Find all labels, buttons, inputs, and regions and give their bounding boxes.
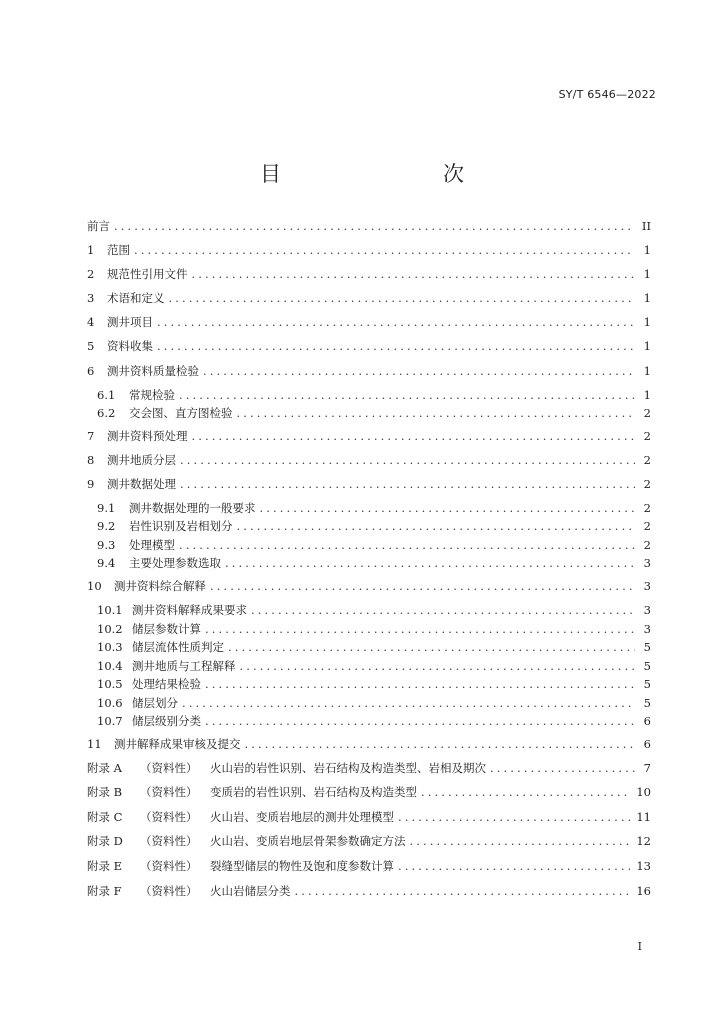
toc-dot-leader xyxy=(179,388,635,402)
toc-chapter-entry[interactable] xyxy=(87,428,651,452)
toc-appendix-entry[interactable] xyxy=(87,809,651,834)
toc-appendix-category: （资料性） xyxy=(140,760,198,775)
toc-entry-title: 测井地质与工程解释 xyxy=(132,658,236,673)
toc-section-entry[interactable] xyxy=(87,602,651,621)
toc-entry-title: 测井资料预处理 xyxy=(107,428,188,443)
toc-dot-leader xyxy=(398,810,630,824)
toc-page-number: 2 xyxy=(643,519,651,534)
toc-entry-number: 9.2 xyxy=(97,519,116,534)
toc-appendix-category: （资料性） xyxy=(140,809,198,824)
toc-dot-leader xyxy=(237,406,636,420)
toc-page-number: 5 xyxy=(643,695,651,710)
toc-page-number: 1 xyxy=(643,267,651,282)
toc-dot-leader xyxy=(421,785,630,799)
toc-dot-leader xyxy=(210,579,635,593)
toc-dot-leader xyxy=(237,519,636,533)
toc-entry-number: 10.2 xyxy=(97,621,123,636)
toc-page-number: 13 xyxy=(636,859,651,873)
toc-dot-leader xyxy=(192,429,636,443)
toc-entry-title: 前言 xyxy=(87,219,110,233)
toc-dot-leader xyxy=(203,364,635,378)
toc-entry-number: 4 xyxy=(87,315,95,330)
toc-page-number: 11 xyxy=(636,809,651,824)
toc-entry-title: 范围 xyxy=(107,243,130,258)
toc-page-number: 7 xyxy=(643,760,651,775)
toc-entry-title: 储层流体性质判定 xyxy=(132,640,224,655)
toc-dot-leader xyxy=(251,603,635,617)
toc-dot-leader xyxy=(157,315,635,329)
toc-entry-number: 10.4 xyxy=(97,658,123,673)
toc-dot-leader xyxy=(490,761,635,775)
toc-entry-title: 测井资料质量检验 xyxy=(107,363,199,378)
toc-section-entry[interactable] xyxy=(87,676,651,695)
toc-entry-number: 11 xyxy=(87,736,102,751)
toc-page-number: 6 xyxy=(643,714,651,729)
toc-chapter-entry[interactable] xyxy=(87,452,651,476)
toc-dot-leader xyxy=(134,243,635,257)
toc-entry-number: 附录 E xyxy=(87,859,123,873)
toc-chapter-entry[interactable] xyxy=(87,338,651,362)
toc-page-number: 5 xyxy=(643,640,651,655)
toc-entry-title: 术语和定义 xyxy=(107,291,165,306)
toc-entry-title: 常规检验 xyxy=(129,387,175,402)
toc-entry-title: 处理模型 xyxy=(129,537,175,552)
table-of-contents xyxy=(87,218,651,907)
toc-entry-number: 9.3 xyxy=(97,537,116,552)
toc-dot-leader xyxy=(245,737,636,751)
toc-entry-title: 资料收集 xyxy=(107,339,153,354)
toc-page-number: 2 xyxy=(643,500,651,515)
toc-entry-title: 测井解释成果审核及提交 xyxy=(114,736,241,751)
toc-entry-number: 3 xyxy=(87,291,95,306)
toc-page-number: 12 xyxy=(636,834,651,849)
toc-section-entry[interactable] xyxy=(87,639,651,658)
toc-entry-number: 附录 D xyxy=(87,834,123,849)
toc-entry-title: 火山岩储层分类 xyxy=(210,883,291,898)
toc-page-number: 2 xyxy=(643,537,651,552)
toc-section-entry[interactable] xyxy=(87,500,651,519)
toc-entry-number: 附录 C xyxy=(87,809,123,824)
toc-dot-leader xyxy=(157,339,635,353)
toc-entry-title: 交会图、直方图检验 xyxy=(129,406,233,421)
toc-chapter-entry[interactable] xyxy=(87,218,651,242)
toc-page-number: 5 xyxy=(643,658,651,673)
toc-entry-number: 9.1 xyxy=(97,500,116,515)
toc-page-number: 3 xyxy=(643,621,651,636)
toc-entry-number: 6 xyxy=(87,363,95,378)
toc-entry-number: 9.4 xyxy=(97,556,116,571)
toc-chapter-entry[interactable] xyxy=(87,578,651,602)
toc-appendix-category: （资料性） xyxy=(140,834,198,849)
toc-entry-title: 储层参数计算 xyxy=(132,621,201,636)
toc-entry-number: 10.6 xyxy=(97,695,123,710)
toc-section-entry[interactable] xyxy=(87,537,651,556)
toc-dot-leader xyxy=(114,219,635,233)
toc-appendix-entry[interactable] xyxy=(87,858,651,883)
toc-entry-title: 测井资料解释成果要求 xyxy=(132,603,247,618)
toc-chapter-entry[interactable] xyxy=(87,290,651,314)
toc-dot-leader xyxy=(169,291,636,305)
toc-dot-leader xyxy=(225,556,635,570)
toc-chapter-entry[interactable] xyxy=(87,476,651,500)
toc-dot-leader xyxy=(205,714,635,728)
toc-entry-number: 9 xyxy=(87,476,95,491)
toc-dot-leader xyxy=(179,538,635,552)
toc-page-number: 2 xyxy=(643,452,651,467)
toc-appendix-entry[interactable] xyxy=(87,784,651,809)
toc-section-entry[interactable] xyxy=(87,387,651,406)
toc-entry-title: 规范性引用文件 xyxy=(107,267,188,282)
toc-entry-title: 测井资料综合解释 xyxy=(114,578,206,593)
toc-page-number: 3 xyxy=(643,578,651,593)
toc-entry-number: 5 xyxy=(87,339,95,354)
toc-page-number: 1 xyxy=(643,243,651,258)
toc-dot-leader xyxy=(295,884,631,898)
toc-chapter-entry[interactable] xyxy=(87,314,651,338)
toc-page-number: 5 xyxy=(643,677,651,692)
toc-appendix-category: （资料性） xyxy=(140,785,198,800)
toc-chapter-entry[interactable] xyxy=(87,363,651,387)
toc-entry-number: 附录 A xyxy=(87,760,122,775)
toc-page-number: 3 xyxy=(643,603,651,618)
toc-entry-number: 6.1 xyxy=(97,387,116,402)
toc-entry-title: 处理结果检验 xyxy=(132,677,201,692)
toc-entry-number: 10 xyxy=(87,578,102,593)
toc-page-number: 16 xyxy=(636,883,651,898)
toc-entry-title: 主要处理参数选取 xyxy=(129,556,221,571)
toc-appendix-entry[interactable] xyxy=(87,883,651,908)
toc-section-entry[interactable] xyxy=(87,405,651,424)
toc-section-entry[interactable] xyxy=(87,713,651,732)
toc-entry-title: 测井项目 xyxy=(107,315,153,330)
toc-appendix-entry[interactable] xyxy=(87,833,651,858)
toc-entry-title: 火山岩、变质岩地层骨架参数确定方法 xyxy=(210,834,406,849)
toc-dot-leader xyxy=(205,677,635,691)
toc-dot-leader xyxy=(240,659,636,673)
toc-entry-number: 10.7 xyxy=(97,714,123,729)
toc-entry-number: 10.3 xyxy=(97,640,123,655)
toc-section-entry[interactable] xyxy=(87,555,651,574)
toc-page-number: 1 xyxy=(643,291,651,306)
toc-dot-leader xyxy=(182,696,635,710)
toc-page-number: 10 xyxy=(636,785,651,800)
toc-page-number: 2 xyxy=(643,406,651,421)
toc-appendix-category: （资料性） xyxy=(140,859,198,873)
toc-entry-number: 1 xyxy=(87,243,95,258)
toc-entry-number: 6.2 xyxy=(97,406,116,421)
toc-chapter-entry[interactable] xyxy=(87,736,651,760)
toc-entry-number: 10.1 xyxy=(97,603,123,618)
toc-entry-number: 附录 B xyxy=(87,785,123,800)
toc-page-number: 1 xyxy=(643,387,651,402)
toc-entry-title: 岩性识别及岩相划分 xyxy=(129,519,233,534)
toc-entry-title: 测井数据处理的一般要求 xyxy=(129,500,256,515)
toc-entry-number: 附录 F xyxy=(87,883,122,898)
toc-entry-title: 储层划分 xyxy=(132,695,178,710)
toc-page-number: 1 xyxy=(643,315,651,330)
toc-entry-number: 10.5 xyxy=(97,677,123,692)
toc-section-entry[interactable] xyxy=(87,621,651,640)
page-title: 目 次 xyxy=(260,162,504,186)
toc-entry-title: 火山岩的岩性识别、岩石结构及构造类型、岩相及期次 xyxy=(210,760,486,775)
toc-dot-leader xyxy=(410,834,631,848)
page-number: I xyxy=(637,940,642,953)
toc-entry-number: 2 xyxy=(87,267,95,282)
toc-section-entry[interactable] xyxy=(87,518,651,537)
toc-entry-title: 测井地质分层 xyxy=(107,452,176,467)
toc-page-number: 1 xyxy=(643,363,651,378)
toc-page-number: 2 xyxy=(643,476,651,491)
toc-page-number: 6 xyxy=(643,736,651,751)
toc-dot-leader xyxy=(398,859,630,873)
toc-entry-number: 7 xyxy=(87,428,95,443)
toc-page-number: 3 xyxy=(643,556,651,571)
toc-page-number: 1 xyxy=(643,339,651,354)
toc-page-number: 2 xyxy=(643,428,651,443)
toc-dot-leader xyxy=(228,640,635,654)
toc-entry-number: 8 xyxy=(87,452,95,467)
toc-dot-leader xyxy=(192,267,636,281)
toc-section-entry[interactable] xyxy=(87,658,651,677)
toc-chapter-entry[interactable] xyxy=(87,242,651,266)
toc-dot-leader xyxy=(180,453,635,467)
standard-code: SY/T 6546—2022 xyxy=(558,88,656,101)
toc-entry-title: 变质岩的岩性识别、岩石结构及构造类型 xyxy=(210,785,417,800)
toc-dot-leader xyxy=(180,477,635,491)
toc-section-entry[interactable] xyxy=(87,695,651,714)
toc-dot-leader xyxy=(205,622,635,636)
toc-entry-title: 储层级别分类 xyxy=(132,714,201,729)
toc-entry-title: 火山岩、变质岩地层的测井处理模型 xyxy=(210,809,394,824)
toc-appendix-category: （资料性） xyxy=(140,883,198,898)
toc-entry-title: 测井数据处理 xyxy=(107,476,176,491)
toc-dot-leader xyxy=(260,501,636,515)
toc-chapter-entry[interactable] xyxy=(87,266,651,290)
toc-appendix-entry[interactable] xyxy=(87,760,651,785)
toc-entry-title: 裂缝型储层的物性及饱和度参数计算 xyxy=(210,859,394,873)
toc-page-number: II xyxy=(641,219,651,233)
